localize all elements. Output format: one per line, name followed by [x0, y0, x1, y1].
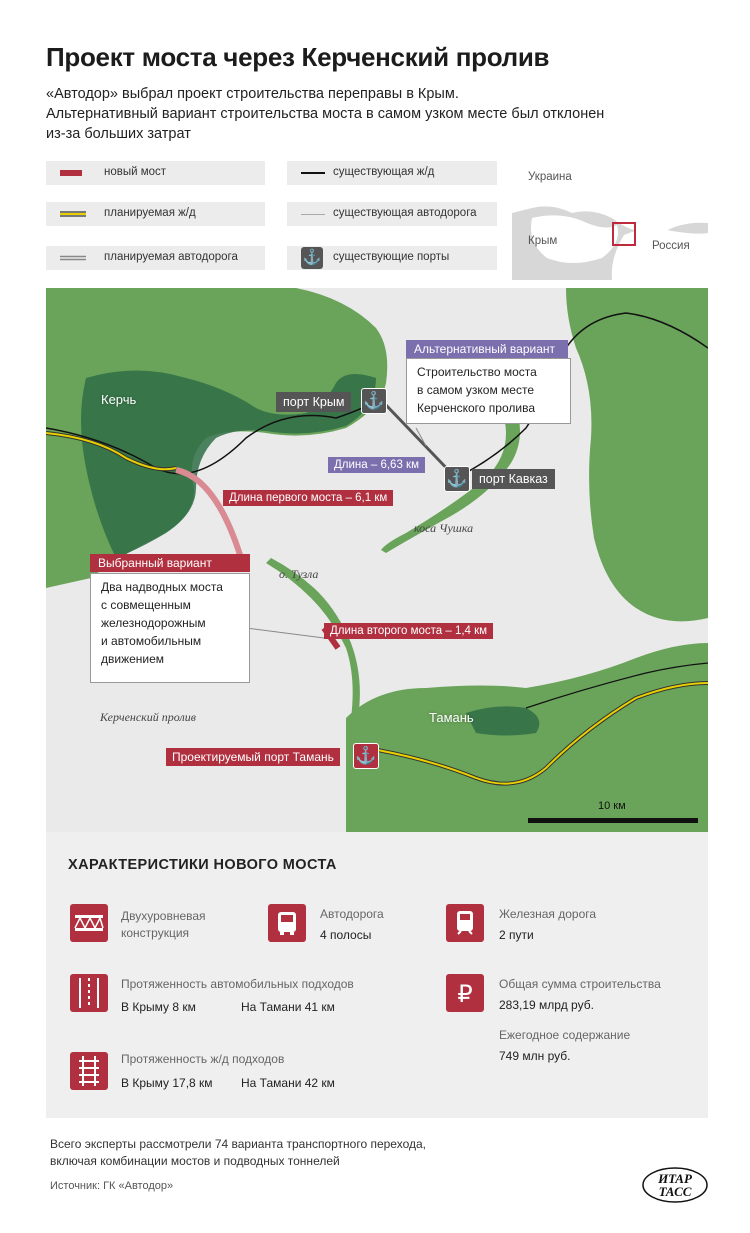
ruble-icon: [446, 974, 484, 1012]
svg-text:₽: ₽: [457, 981, 473, 1008]
rail-value: 2 пути: [499, 928, 534, 942]
lead-line-3: из-за больших затрат: [46, 126, 191, 142]
chosen-line: Два надводных моста: [101, 580, 223, 594]
lead-line-1: «Автодор» выбрал проект строительства переправы в Крым.: [46, 86, 459, 102]
chosen-callout-head: Выбранный вариант: [90, 554, 250, 572]
cost-label: Общая сумма строительства: [499, 977, 661, 991]
second-bridge-label: Длина второго моста – 1,4 км: [324, 623, 493, 639]
legend-label: новый мост: [104, 166, 167, 178]
structure-line: Двухуровневая: [121, 909, 206, 923]
train-icon: [446, 904, 484, 942]
structure-label: [121, 908, 206, 942]
legend-label: существующая ж/д: [333, 166, 435, 178]
port-kavkaz-label: порт Кавказ: [472, 469, 555, 489]
alt-line: Керченского пролива: [417, 401, 536, 415]
legend-label: существующая автодорога: [333, 207, 477, 219]
alt-length-label: Длина – 6,63 км: [328, 457, 425, 473]
itar-tass-logo: [641, 1165, 709, 1205]
scale-bar: [528, 818, 698, 823]
road-label: Автодорога: [320, 907, 384, 921]
alt-callout-head: Альтернативный вариант: [406, 340, 568, 358]
bus-icon: [268, 904, 306, 942]
minimap-label-crimea: Крым: [528, 235, 558, 247]
chosen-line: железнодорожным: [101, 616, 206, 630]
road-lane-icon: [70, 974, 108, 1012]
road-approach-taman: На Тамани 41 км: [241, 1000, 335, 1014]
legend-existing-ports: [287, 246, 497, 270]
legend-label: существующие порты: [333, 251, 450, 263]
chosen-line: с совмещенным: [101, 598, 191, 612]
rail-track-icon: [70, 1052, 108, 1090]
upkeep-value: 749 млн руб.: [499, 1049, 571, 1063]
upkeep-label: Ежегодное содержание: [499, 1028, 631, 1042]
chosen-leader: [246, 628, 324, 638]
cost-value: 283,19 млрд руб.: [499, 998, 594, 1012]
alt-callout-body: [406, 358, 571, 424]
specs-panel: [46, 832, 708, 1118]
tuzla-label: о. Тузла: [279, 567, 319, 581]
legend-label: планируемая автодорога: [104, 251, 238, 263]
chosen-line: и автомобильным: [101, 634, 202, 648]
road-approach-crimea: В Крыму 8 км: [121, 1000, 196, 1014]
port-crimea-label: порт Крым: [276, 392, 351, 412]
source-text: Источник: ГК «Автодор»: [50, 1180, 174, 1192]
minimap-label-ukraine: Украина: [528, 171, 572, 183]
land-russia: [566, 288, 708, 621]
alt-line: Строительство моста: [417, 365, 537, 379]
city-label-taman: Тамань: [429, 710, 474, 725]
locator-minimap: [512, 163, 708, 280]
legend-new-bridge: [46, 161, 265, 185]
legend-existing-road: [287, 202, 497, 226]
city-label-kerch: Керчь: [101, 392, 137, 407]
chushka-label: коса Чушка: [414, 521, 474, 535]
legend-planned-road: [46, 246, 265, 270]
structure-line: конструкция: [121, 926, 190, 940]
strait-label: Керченский пролив: [100, 710, 196, 724]
footnote-line: включая комбинации мостов и подводных тоннелей: [50, 1154, 340, 1168]
anchor-icon: ⚓: [353, 743, 379, 769]
specs-title: ХАРАКТЕРИСТИКИ НОВОГО МОСТА: [68, 857, 337, 873]
urban-taman: [466, 706, 539, 735]
first-bridge-label: Длина первого моста – 6,1 км: [223, 490, 393, 506]
anchor-icon: ⚓: [361, 388, 387, 414]
anchor-icon: ⚓: [444, 466, 470, 492]
footnote: [50, 1136, 426, 1170]
lead-text: [46, 84, 706, 144]
legend-existing-rail: [287, 161, 497, 185]
alt-line: в самом узком месте: [417, 383, 534, 397]
page-title: Проект моста через Керченский пролив: [46, 42, 550, 72]
rail-approach-crimea: В Крыму 17,8 км: [121, 1076, 213, 1090]
minimap-label-russia: Россия: [652, 240, 690, 252]
rail-approach-label: Протяженность ж/д подходов: [121, 1052, 285, 1066]
rail-approach-taman: На Тамани 42 км: [241, 1076, 335, 1090]
logo-bottom-text: ТАСС: [658, 1184, 692, 1199]
port-taman-label: Проектируемый порт Тамань: [166, 748, 340, 766]
strait-map: [46, 288, 708, 832]
chosen-line: движением: [101, 652, 165, 666]
footnote-line: Всего эксперты рассмотрели 74 варианта транспортного перехода,: [50, 1137, 426, 1151]
rail-label: Железная дорога: [499, 907, 597, 921]
lead-line-2: Альтернативный вариант строительства моста в самом узком месте был отклонен: [46, 106, 605, 122]
scale-label: 10 км: [598, 800, 626, 812]
legend-label: планируемая ж/д: [104, 207, 196, 219]
bridge-structure-icon: [70, 904, 108, 942]
legend-planned-rail: [46, 202, 265, 226]
logo-top-text: ИТАР: [658, 1171, 692, 1186]
road-approach-label: Протяженность автомобильных подходов: [121, 977, 354, 991]
anchor-icon: ⚓: [301, 247, 323, 269]
chosen-callout-body: [90, 573, 250, 683]
road-value: 4 полосы: [320, 928, 372, 942]
